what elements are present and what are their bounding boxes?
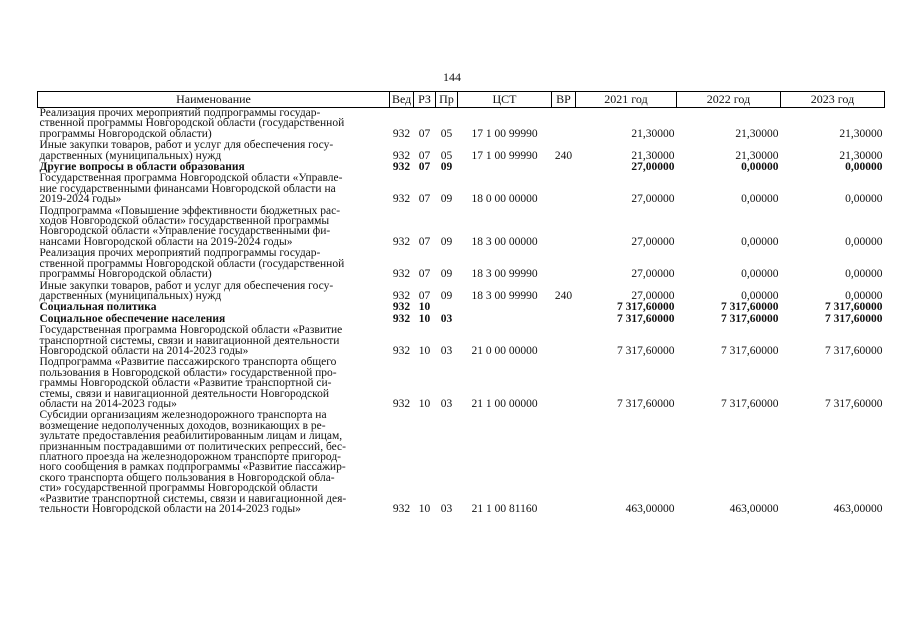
cell-cst bbox=[458, 162, 552, 173]
cell-vr: 240 bbox=[554, 149, 573, 162]
cell-pr: 05 bbox=[440, 127, 453, 140]
cell-2022: 7 317,60000 bbox=[721, 344, 779, 357]
cell-pr bbox=[436, 302, 458, 313]
cell-name: Иные закупки товаров, работ и услуг для обеспечения госу- дарственных (муниципальных) нужд bbox=[39, 139, 334, 162]
cell-2023: 0,00000 bbox=[845, 193, 883, 206]
table-row bbox=[38, 410, 885, 515]
cell-pr: 09 bbox=[440, 289, 453, 302]
cell-vr bbox=[552, 410, 576, 515]
cell-2022: 0,00000 bbox=[741, 289, 779, 302]
cell-rz: 10 bbox=[418, 344, 431, 357]
cell-pr: 09 bbox=[440, 161, 453, 174]
cell-vr bbox=[552, 357, 576, 410]
cell-pr: 03 bbox=[440, 503, 453, 516]
cell-name: Государственная программа Новгородской области «Управле- ние государственными финансами Новгородской области на 2019-2024 годы» bbox=[39, 172, 343, 206]
cell-pr: 09 bbox=[440, 268, 453, 281]
cell-2022: 7 317,60000 bbox=[721, 312, 779, 325]
cell-vr bbox=[552, 248, 576, 280]
cell-rz: 07 bbox=[418, 193, 431, 206]
cell-cst: 21 1 00 00000 bbox=[471, 397, 538, 410]
cell-vr: 240 bbox=[554, 289, 573, 302]
page-number: 144 bbox=[443, 70, 461, 84]
table-row bbox=[38, 206, 885, 249]
cell-2021: 7 317,60000 bbox=[617, 344, 675, 357]
cell-cst: 18 3 00 00000 bbox=[471, 235, 538, 248]
cell-cst: 18 0 00 00000 bbox=[471, 193, 538, 206]
cell-2023: 0,00000 bbox=[845, 161, 883, 174]
cell-2023: 7 317,60000 bbox=[825, 397, 883, 410]
cell-ved: 932 bbox=[392, 503, 411, 516]
header-2022: 2022 год bbox=[677, 92, 781, 108]
cell-ved: 932 bbox=[392, 344, 411, 357]
cell-vr bbox=[552, 325, 576, 357]
cell-pr: 09 bbox=[440, 235, 453, 248]
table-row bbox=[38, 357, 885, 410]
cell-ved: 932 bbox=[392, 301, 411, 314]
cell-2021: 7 317,60000 bbox=[617, 301, 675, 314]
header-cst: ЦСТ bbox=[458, 92, 552, 108]
cell-cst: 21 1 00 81160 bbox=[471, 503, 538, 516]
cell-rz: 07 bbox=[418, 149, 431, 162]
table-header-row bbox=[38, 92, 885, 108]
cell-2023: 21,30000 bbox=[839, 127, 883, 140]
cell-rz: 10 bbox=[418, 312, 431, 325]
cell-cst bbox=[458, 314, 552, 325]
cell-ved: 932 bbox=[392, 268, 411, 281]
cell-ved: 932 bbox=[392, 193, 411, 206]
cell-rz: 07 bbox=[418, 127, 431, 140]
header-2021: 2021 год bbox=[576, 92, 677, 108]
cell-vr bbox=[552, 173, 576, 205]
cell-ved: 932 bbox=[392, 312, 411, 325]
header-pr: Пр bbox=[436, 92, 458, 108]
cell-ved: 932 bbox=[392, 149, 411, 162]
cell-ved: 932 bbox=[392, 235, 411, 248]
cell-rz: 10 bbox=[418, 397, 431, 410]
cell-2021: 21,30000 bbox=[631, 127, 675, 140]
cell-2022: 21,30000 bbox=[735, 127, 779, 140]
cell-2021: 27,00000 bbox=[631, 235, 675, 248]
cell-name: Другие вопросы в области образования bbox=[39, 161, 245, 174]
cell-name: Социальное обеспечение населения bbox=[39, 312, 226, 325]
cell-2023: 0,00000 bbox=[845, 235, 883, 248]
cell-ved: 932 bbox=[392, 397, 411, 410]
cell-name: Реализация прочих мероприятий подпрограммы государ- ственной программы Новгородской области (государственной программы Новгородской области) bbox=[39, 247, 345, 281]
cell-2021: 7 317,60000 bbox=[617, 312, 675, 325]
cell-2022: 7 317,60000 bbox=[721, 397, 779, 410]
header-2023: 2023 год bbox=[781, 92, 885, 108]
cell-2022: 0,00000 bbox=[741, 161, 779, 174]
cell-cst: 17 1 00 99990 bbox=[471, 149, 538, 162]
cell-vr bbox=[552, 206, 576, 249]
table-body bbox=[38, 108, 885, 516]
cell-cst: 17 1 00 99990 bbox=[471, 127, 538, 140]
cell-vr bbox=[552, 302, 576, 313]
cell-2022: 463,00000 bbox=[729, 503, 779, 516]
cell-name: Государственная программа Новгородской области «Развитие транспортной системы, связи и навигационной деятельности Новгородской области на 2014-2023 годы» bbox=[39, 324, 343, 357]
header-rz: РЗ bbox=[414, 92, 436, 108]
cell-2023: 463,00000 bbox=[833, 503, 883, 516]
cell-name: Реализация прочих мероприятий подпрограммы государ- ственной программы Новгородской области (государственной программы Новгородской области) bbox=[39, 107, 345, 140]
cell-vr bbox=[552, 314, 576, 325]
cell-pr: 03 bbox=[440, 344, 453, 357]
cell-ved: 932 bbox=[392, 289, 411, 302]
cell-2023: 0,00000 bbox=[845, 289, 883, 302]
cell-cst: 18 3 00 99990 bbox=[471, 268, 538, 281]
table-row bbox=[38, 140, 885, 162]
cell-2022: 7 317,60000 bbox=[721, 301, 779, 314]
cell-pr: 09 bbox=[440, 193, 453, 206]
cell-2023: 21,30000 bbox=[839, 149, 883, 162]
table-row bbox=[38, 325, 885, 357]
cell-2023: 7 317,60000 bbox=[825, 344, 883, 357]
cell-2021: 27,00000 bbox=[631, 193, 675, 206]
cell-rz: 10 bbox=[418, 503, 431, 516]
cell-rz: 07 bbox=[418, 268, 431, 281]
cell-2023: 7 317,60000 bbox=[825, 312, 883, 325]
cell-pr: 03 bbox=[440, 312, 453, 325]
cell-2021: 27,00000 bbox=[631, 268, 675, 281]
cell-2022: 0,00000 bbox=[741, 193, 779, 206]
cell-name: Подпрограмма «Развитие пассажирского транспорта общего пользования в Новгородской области» государственной про- граммы Новгородской области «Развитие транспортной си- стемы, связи и навигационной деятельности Новгородской области на 2014-2023 годы» bbox=[39, 356, 337, 410]
cell-2021: 7 317,60000 bbox=[617, 397, 675, 410]
cell-2022: 0,00000 bbox=[741, 268, 779, 281]
cell-pr: 03 bbox=[440, 397, 453, 410]
table-row bbox=[38, 302, 885, 313]
cell-2021: 27,00000 bbox=[631, 161, 675, 174]
cell-2021: 463,00000 bbox=[625, 503, 675, 516]
cell-2022: 21,30000 bbox=[735, 149, 779, 162]
cell-pr: 05 bbox=[440, 149, 453, 162]
header-ved: Вед bbox=[390, 92, 414, 108]
header-vr: ВР bbox=[552, 92, 576, 108]
cell-ved: 932 bbox=[392, 161, 411, 174]
header-name: Наименование bbox=[38, 92, 390, 108]
cell-rz: 07 bbox=[418, 161, 431, 174]
cell-2022: 0,00000 bbox=[741, 235, 779, 248]
cell-2023: 7 317,60000 bbox=[825, 301, 883, 314]
cell-name: Подпрограмма «Повышение эффективности бюджетных рас- ходов Новгородской области» государственной программы Новгородской области «Управление государственными фи- нансами Новгородской области на 2019-2024 годы» bbox=[39, 204, 341, 248]
cell-vr bbox=[552, 108, 576, 141]
table-row bbox=[38, 248, 885, 280]
cell-cst bbox=[458, 302, 552, 313]
cell-2023: 0,00000 bbox=[845, 268, 883, 281]
cell-2021: 27,00000 bbox=[631, 289, 675, 302]
cell-vr bbox=[552, 162, 576, 173]
cell-cst: 18 3 00 99990 bbox=[471, 289, 538, 302]
cell-ved: 932 bbox=[392, 127, 411, 140]
cell-2021: 21,30000 bbox=[631, 149, 675, 162]
budget-table bbox=[37, 91, 885, 515]
table-row bbox=[38, 173, 885, 205]
cell-name: Субсидии организациям железнодорожного транспорта на возмещение недополученных доходов, возникающих в ре- зультате предоставления реабилитированным лицам и лицам, признанным пострадавшими от политических репрессий, бес- платного проезда на железнодорожном транспорте пригород- ного сообщения в рамках подпрограммы «Развитие пассажир- ского транспорта общего пользования в Новгородской обла- сти» государственной программы Новгородской области «Развитие транспортной системы, связи и навигационной дея- тельности Новгородской области на 2014-2023 годы» bbox=[39, 409, 347, 516]
table-row bbox=[38, 281, 885, 303]
cell-name: Социальная политика bbox=[39, 301, 157, 314]
cell-rz: 07 bbox=[418, 235, 431, 248]
cell-rz: 10 bbox=[418, 301, 431, 314]
table-row bbox=[38, 108, 885, 141]
cell-rz: 07 bbox=[418, 289, 431, 302]
cell-cst: 21 0 00 00000 bbox=[471, 344, 538, 357]
cell-name: Иные закупки товаров, работ и услуг для обеспечения госу- дарственных (муниципальных) нужд bbox=[39, 279, 334, 302]
